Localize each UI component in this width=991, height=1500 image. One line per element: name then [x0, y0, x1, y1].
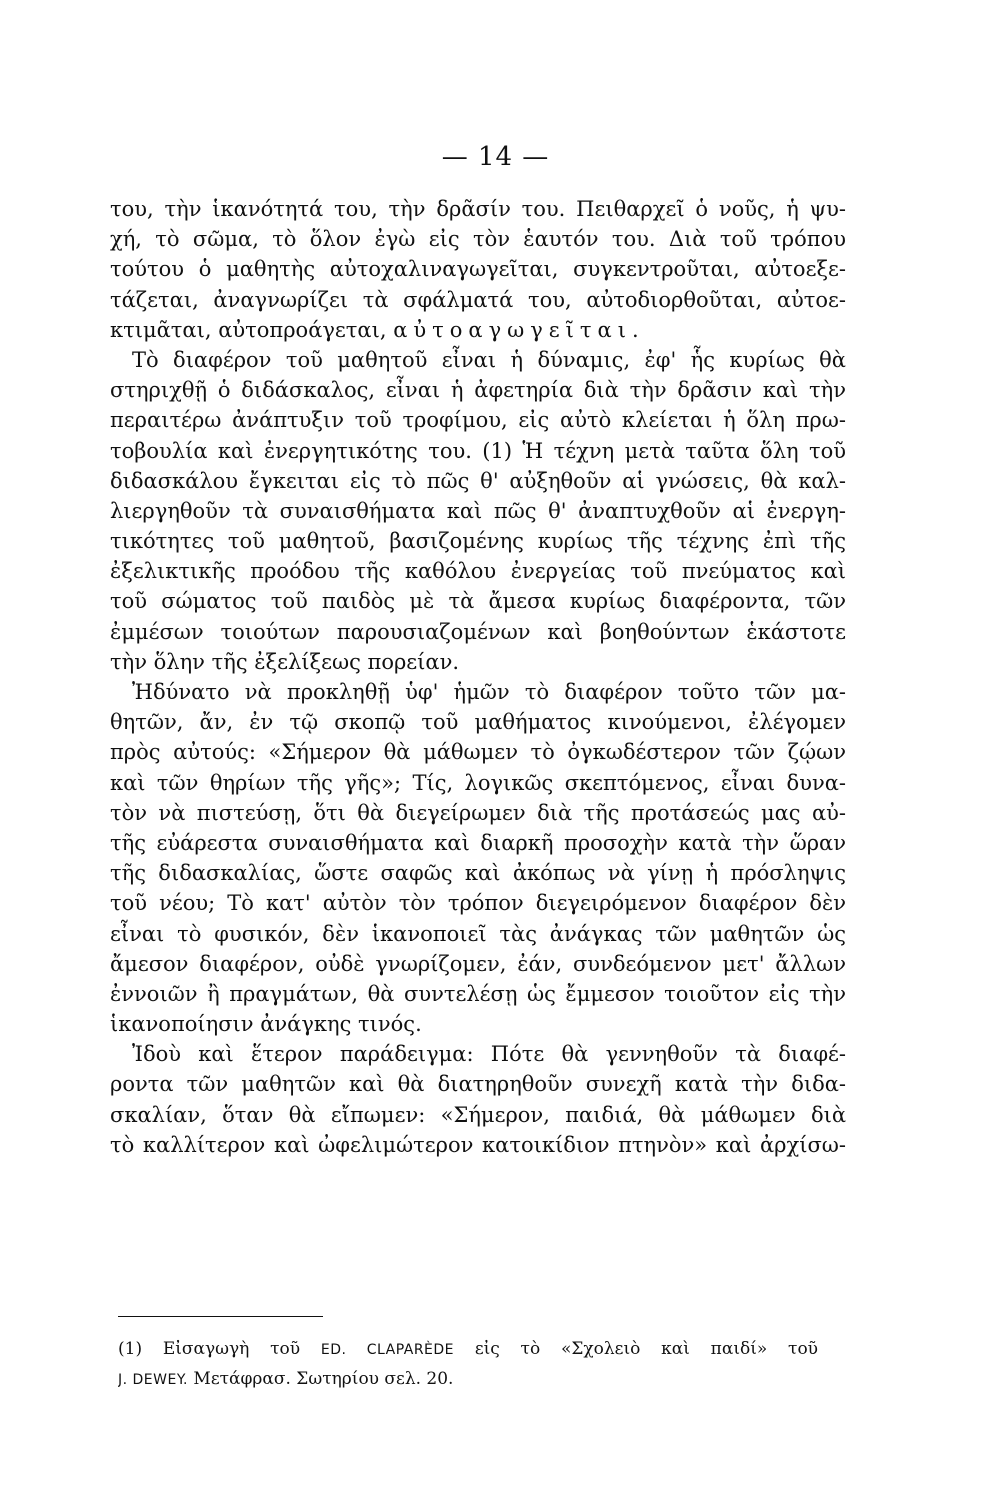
- text-fragment: κτιμᾶται, αὐτοπροάγεται,: [110, 317, 394, 342]
- text-line-last: τὴν ὅλην τῆς ἐξελίξεως πορείαν.: [110, 649, 460, 674]
- footnote-author-name: ED. CLAPARÈDE: [320, 1342, 455, 1358]
- text-line: Ἰδοὺ καὶ ἕτερον παράδειγμα: Πότε θὰ γεννηθοῦν τὰ διαφέ-: [132, 1042, 846, 1067]
- paragraph-4: [110, 1039, 846, 1160]
- text-line: καὶ τῶν θηρίων τῆς γῆς»; Τίς, λογικῶς σκεπτόμενος, εἶναι δυνα-: [110, 770, 846, 795]
- spaced-emphasis-word: αὐτοαγωγεῖται.: [393, 317, 645, 342]
- text-line: τοβουλία καὶ ἐνεργητικότης του. (1) Ἡ τέχνη μετὰ ταῦτα ὅλη τοῦ: [110, 438, 846, 463]
- text-line: τὸ καλλίτερον καὶ ὠφελιμώτερον κατοικίδιον πτηνὸν» καὶ ἀρχίσω-: [110, 1132, 846, 1157]
- text-line: τάζεται, ἀναγνωρίζει τὰ σφάλματά του, αὐτοδιορθοῦται, αὐτοε-: [110, 287, 846, 312]
- text-line: τούτου ὁ μαθητὴς αὐτοχαλιναγωγεῖται, συγκεντροῦται, αὐτοεξε-: [110, 257, 846, 282]
- footnote-divider: [118, 1316, 323, 1317]
- footnote-line: [118, 1334, 818, 1364]
- text-line: τὸν νὰ πιστεύσῃ, ὅτι θὰ διεγείρωμεν διὰ τῆς προτάσεώς μας αὐ-: [110, 800, 846, 825]
- text-line: τικότητες τοῦ μαθητοῦ, βασιζομένης κυρίως τῆς τέχνης ἐπὶ τῆς: [110, 529, 846, 554]
- text-line: ροντα τῶν μαθητῶν καὶ θὰ διατηρηθοῦν συνεχῆ κατὰ τὴν διδα-: [110, 1072, 846, 1097]
- text-line: στηριχθῇ ὁ διδάσκαλος, εἶναι ἡ ἀφετηρία διὰ τὴν δρᾶσιν καὶ τὴν: [110, 378, 846, 403]
- text-line: τοῦ σώματος τοῦ παιδὸς μὲ τὰ ἄμεσα κυρίως διαφέροντα, τῶν: [110, 589, 846, 614]
- text-line: λιεργηθοῦν τὰ συναισθήματα καὶ πῶς θ' ἀναπτυχθοῦν αἱ ἐνεργη-: [110, 498, 846, 523]
- paragraph-3: [110, 677, 846, 1039]
- text-line: χή, τὸ σῶμα, τὸ ὅλον ἐγὼ εἰς τὸν ἑαυτόν του. Διὰ τοῦ τρόπου: [110, 227, 846, 252]
- paragraph-2: [110, 345, 846, 677]
- text-line: θητῶν, ἄν, ἐν τῷ σκοπῷ τοῦ μαθήματος κινούμενοι, ἐλέγομεν: [110, 710, 846, 735]
- text-line-last: ἱκανοποίησιν ἀνάγκης τινός.: [110, 1012, 422, 1037]
- footnote-author-name: J. DEWEY.: [118, 1372, 189, 1388]
- footnote-text: (1) Εἰσαγωγὴ τοῦ: [118, 1339, 301, 1359]
- paragraph-1: [110, 194, 846, 345]
- text-line: τοῦ νέου; Τὸ κατ' αὐτὸν τὸν τρόπον διεγειρόμενον διαφέρον δὲν: [110, 891, 846, 916]
- text-line: πρὸς αὐτούς: «Σήμερον θὰ μάθωμεν τὸ ὀγκωδέστερον τῶν ζῴων: [110, 740, 846, 765]
- text-line: Ἠδύνατο νὰ προκληθῇ ὑφ' ἡμῶν τὸ διαφέρον τοῦτο τῶν μα-: [132, 680, 846, 704]
- footnote-line: [118, 1364, 818, 1394]
- text-line: διδασκάλου ἔγκειται εἰς τὸ πῶς θ' αὐξηθοῦν αἱ γνώσεις, θὰ καλ-: [110, 468, 846, 493]
- text-line: του, τὴν ἱκανότητά του, τὴν δρᾶσίν του. Πειθαρχεῖ ὁ νοῦς, ἡ ψυ-: [110, 197, 846, 221]
- footnote: [118, 1334, 818, 1394]
- text-line: ἐξελικτικῆς προόδου τῆς καθόλου ἐνεργείας τοῦ πνεύματος καὶ: [110, 559, 846, 584]
- text-line: περαιτέρω ἀνάπτυξιν τοῦ τροφίμου, εἰς αὐτὸ κλείεται ἡ ὅλη πρω-: [110, 408, 846, 433]
- page-number: — 14 —: [441, 142, 550, 172]
- footnote-text: εἰς τὸ «Σχολειὸ καὶ παιδί» τοῦ: [474, 1339, 818, 1359]
- text-line: εἶναι τὸ φυσικόν, δὲν ἱκανοποιεῖ τὰς ἀνάγκας τῶν μαθητῶν ὡς: [110, 921, 846, 946]
- text-line: σκαλίαν, ὅταν θὰ εἴπωμεν: «Σήμερον, παιδιά, θὰ μάθωμεν διὰ: [110, 1102, 846, 1127]
- text-line: ἄμεσον διαφέρον, οὐδὲ γνωρίζομεν, ἐάν, συνδεόμενον μετ' ἄλλων: [110, 951, 846, 976]
- text-line: τῆς εὐάρεστα συναισθήματα καὶ διαρκῆ προσοχὴν κατὰ τὴν ὥραν: [110, 830, 846, 855]
- text-line: ἐννοιῶν ἢ πραγμάτων, θὰ συντελέσῃ ὡς ἔμμεσον τοιοῦτον εἰς τὴν: [110, 981, 846, 1006]
- body-text: [110, 194, 846, 1160]
- text-line: Τὸ διαφέρον τοῦ μαθητοῦ εἶναι ἡ δύναμις, ἐφ' ἧς κυρίως θὰ: [132, 347, 846, 372]
- text-line: τῆς διδασκαλίας, ὥστε σαφῶς καὶ ἀκόπως νὰ γίνῃ ἡ πρόσληψις: [110, 861, 846, 886]
- footnote-text: Μετάφρασ. Σωτηρίου σελ. 20.: [193, 1369, 454, 1389]
- text-line: ἐμμέσων τοιούτων παρουσιαζομένων καὶ βοηθούντων ἑκάστοτε: [110, 619, 846, 644]
- text-line-last: [110, 315, 846, 345]
